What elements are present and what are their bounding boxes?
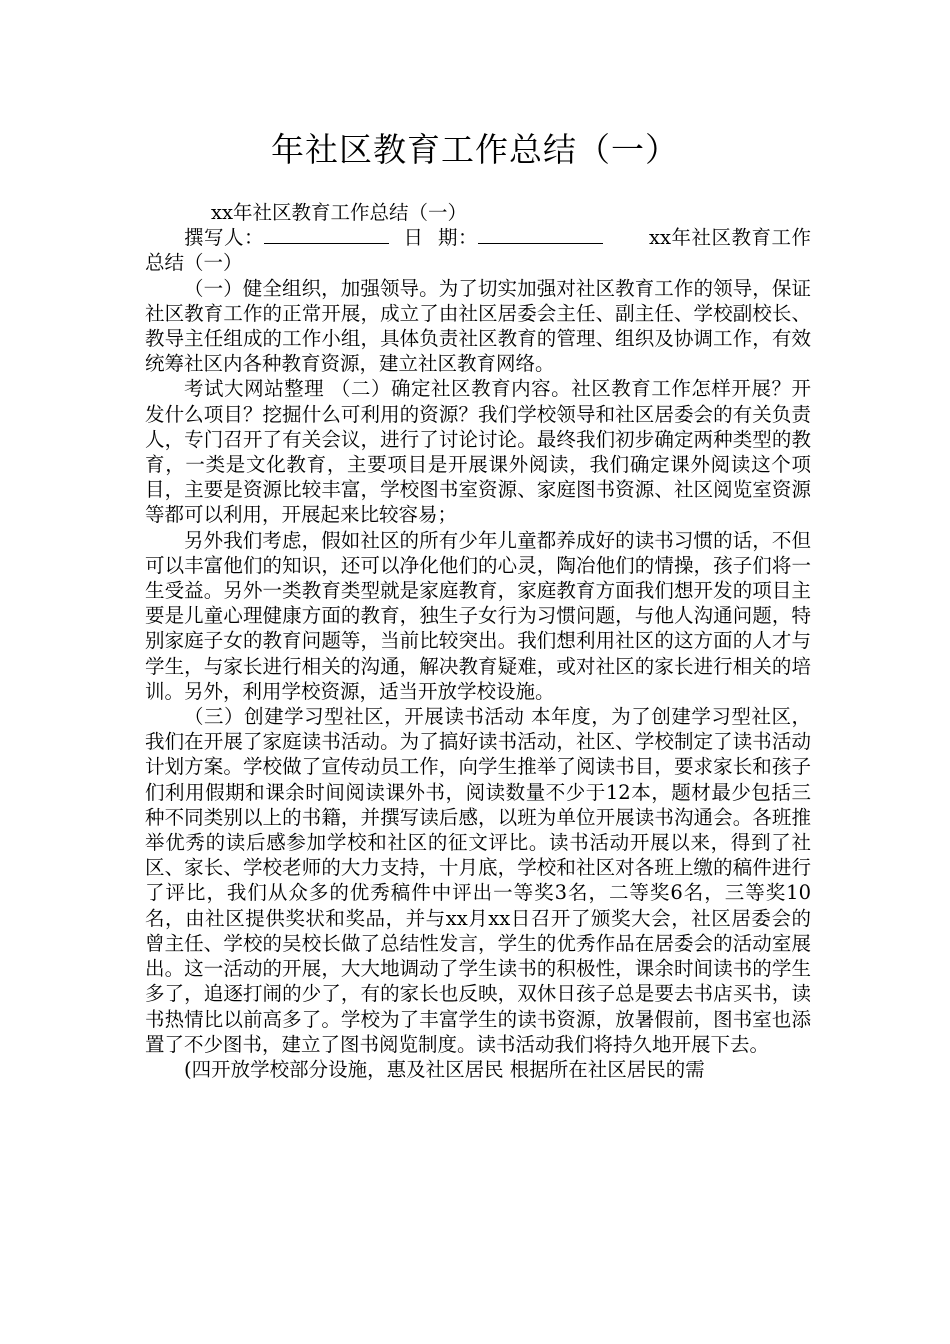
author-blank	[264, 227, 389, 244]
document-body	[145, 200, 811, 1082]
paragraph-4: （三）创建学习型社区，开展读书活动 本年度，为了创建学习型社区，我们在开展了家庭读书活动。为了搞好读书活动，社区、学校制定了读书活动计划方案。学校做了宣传动员工作，向学生推举了阅读书目，要求家长和孩子们利用假期和课余时间阅读课外书，阅读数量不少于12本，题材最少包括三种不同类别以上的书籍，并撰写读后感，以班为单位开展读书沟通会。各班推举优秀的读后感参加学校和社区的征文评比。读书活动开展以来，得到了社区、家长、学校老师的大力支持，十月底，学校和社区对各班上缴的稿件进行了评比，我们从众多的优秀稿件中评出一等奖3名，二等奖6名，三等奖10名，由社区提供奖状和奖品，并与xx月xx日召开了颁奖大会，社区居委会的曾主任、学校的吴校长做了总结性发言，学生的优秀作品在居委会的活动室展出。这一活动的开展，大大地调动了学生读书的积极性，课余时间读书的学生多了，追逐打闹的少了，有的家长也反映，双休日孩子总是要去书店买书，读书热情比以前高多了。学校为了丰富学生的读书资源，放暑假前，图书室也添置了不少图书，建立了图书阅览制度。读书活动我们将持久地开展下去。	[145, 705, 811, 1056]
paragraph-3: 另外我们考虑，假如社区的所有少年儿童都养成好的读书习惯的话，不但可以丰富他们的知识，还可以净化他们的心灵，陶冶他们的情操，孩子们将一生受益。另外一类教育类型就是家庭教育，家庭教育方面我们想开发的项目主要是儿童心理健康方面的教育，独生子女行为习惯问题，与他人沟通问题，特别家庭子女的教育问题等，当前比较突出。我们想利用社区的这方面的人才与学生，与家长进行相关的沟通，解决教育疑难，或对社区的家长进行相关的培训。另外，利用学校资源，适当开放学校设施。	[145, 528, 811, 703]
paragraph-1: （一）健全组织，加强领导。为了切实加强对社区教育工作的领导，保证社区教育工作的正常开展，成立了由社区居委会主任、副主任、学校副校长、教导主任组成的工作小组，具体负责社区教育的管理、组织及协调工作，有效统筹社区内各种教育资源，建立社区教育网络。	[145, 276, 811, 376]
author-label: 撰写人：	[184, 226, 264, 250]
document-subtitle: xx年社区教育工作总结（一）	[211, 201, 467, 224]
document-title: 年社区教育工作总结（一）	[271, 130, 679, 169]
date-label-1: 日	[403, 226, 424, 250]
meta-trailing-text: xx年社区教育工作总结（一）	[145, 226, 811, 275]
date-blank	[478, 227, 603, 244]
paragraph-5: (四开放学校部分设施，惠及社区居民 根据所在社区居民的需	[184, 1057, 705, 1081]
date-label-2: 期：	[437, 226, 478, 250]
meta-line	[145, 225, 811, 275]
paragraph-2: 考试大网站整理 （二）确定社区教育内容。社区教育工作怎样开展？开发什么项目？挖掘什么可利用的资源？我们学校领导和社区居委会的有关负责人，专门召开了有关会议，进行了讨论讨论。最终我们初步确定两种类型的教育，一类是文化教育，主要项目是开展课外阅读，我们确定课外阅读这个项目，主要是资源比较丰富，学校图书室资源、家庭图书资源、社区阅览室资源等都可以利用，开展起来比较容易；	[145, 377, 811, 527]
